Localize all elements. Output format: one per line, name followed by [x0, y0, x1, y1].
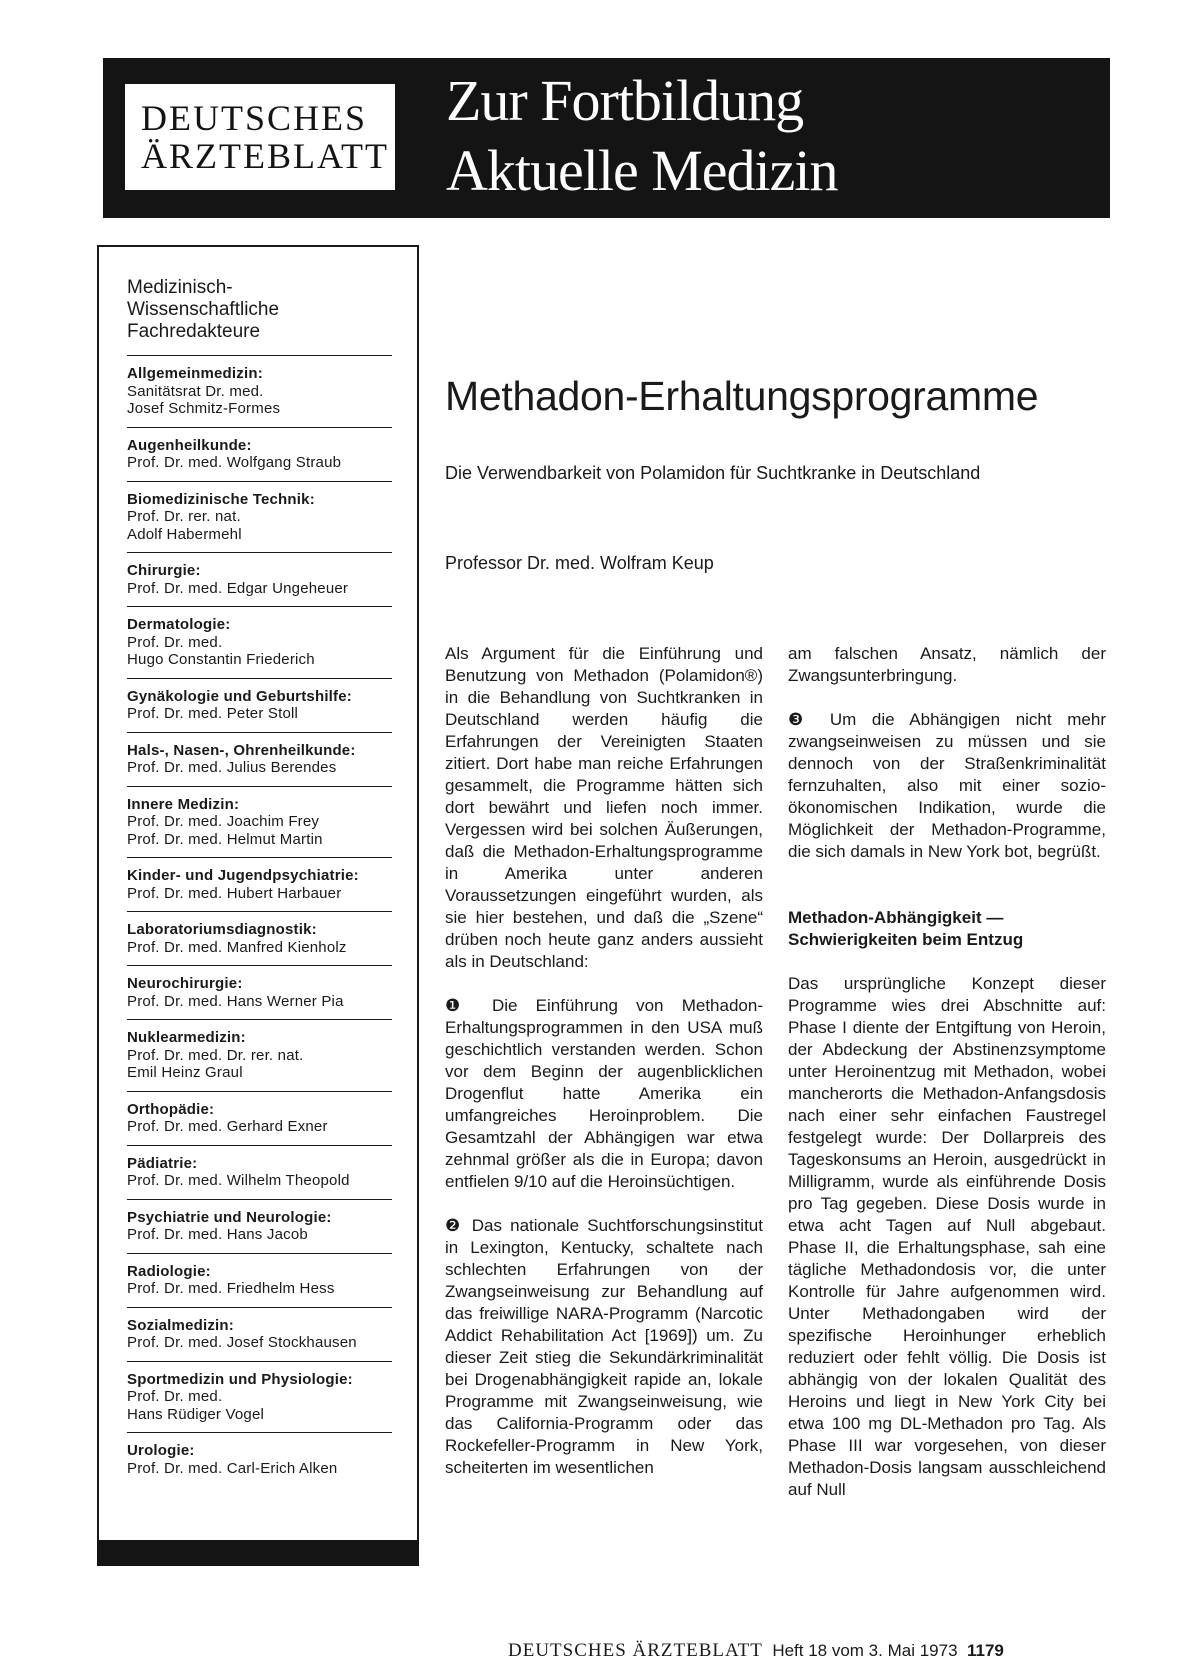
editor-specialty: Sozialmedizin:	[127, 1316, 234, 1334]
editor-entry	[127, 1199, 392, 1253]
editor-name: Prof. Dr. med.	[127, 633, 223, 651]
article-column-left	[445, 643, 763, 1479]
editor-name: Adolf Habermehl	[127, 525, 242, 543]
editors-entries	[127, 355, 392, 1486]
editors-heading	[127, 277, 392, 343]
editor-specialty: Hals-, Nasen-, Ohrenheilkunde:	[127, 741, 356, 759]
section-title	[446, 66, 838, 206]
editors-sidebar	[97, 245, 419, 1566]
editor-name: Prof. Dr. med. Edgar Ungeheuer	[127, 579, 349, 597]
editor-name: Prof. Dr. med. Hubert Harbauer	[127, 884, 342, 902]
editor-name: Emil Heinz Graul	[127, 1064, 243, 1081]
editor-entry	[127, 732, 392, 786]
editor-entry	[127, 552, 392, 606]
editor-entry	[127, 1253, 392, 1307]
number-marker: ❶	[445, 996, 474, 1015]
editor-specialty: Psychiatrie und Neurologie:	[127, 1208, 332, 1226]
editor-entry	[127, 427, 392, 481]
paragraph-text: Die Einführung von Methadon-Erhaltungsprogrammen in den USA muß geschichtlich verstanden werden. Schon vor dem Beginn der augenblicklichen Drogenflut hatte Amerika ein umfangreiches Heroinproblem. Die Gesamtzahl der Abhängigen war etwa zehnmal größer als die in Europa; davon entfielen 9/10 auf die Heroinsüchtigen.	[445, 996, 763, 1191]
editors-list	[127, 277, 392, 1486]
editor-name: Prof. Dr. med. Manfred Kienholz	[127, 938, 347, 956]
paragraph-text: Um die Abhängigen nicht mehr zwangseinweisen zu müssen und sie dennoch von der Straßenkriminalität fernzuhalten, also mit einer sozio-ökonomischen Indikation, wurde die Möglichkeit der Methadon-Programme, die sich damals in New York bot, begrüßt.	[788, 710, 1106, 861]
editor-name: Prof. Dr. med. Hans Werner Pia	[127, 992, 344, 1010]
editor-name: Prof. Dr. med. Julius Berendes	[127, 759, 337, 776]
editor-specialty: Gynäkologie und Geburtshilfe:	[127, 687, 352, 705]
editor-entry	[127, 911, 392, 965]
editor-specialty: Laboratoriumsdiagnostik:	[127, 921, 317, 938]
numbered-paragraph	[445, 1215, 763, 1479]
sidebar-bottom-bar	[97, 1540, 419, 1566]
article-author: Professor Dr. med. Wolfram Keup	[445, 553, 714, 573]
editor-specialty: Biomedizinische Technik:	[127, 490, 315, 508]
editor-name: Prof. Dr. med. Wolfgang Straub	[127, 454, 342, 471]
editor-specialty: Augenheilkunde:	[127, 436, 252, 454]
editor-specialty: Chirurgie:	[127, 562, 201, 579]
section-title-line-1: Zur Fortbildung	[446, 68, 804, 133]
page-footer	[508, 1640, 1004, 1662]
editor-name: Prof. Dr. med. Peter Stoll	[127, 705, 299, 722]
editor-entry	[127, 1145, 392, 1199]
editor-name: Prof. Dr. med. Josef Stockhausen	[127, 1334, 357, 1351]
editor-entry	[127, 1019, 392, 1091]
editor-specialty: Dermatologie:	[127, 616, 231, 633]
editor-entry	[127, 606, 392, 678]
editor-specialty: Allgemeinmedizin:	[127, 365, 263, 382]
editor-name: Prof. Dr. med.	[127, 1388, 223, 1405]
editor-specialty: Radiologie:	[127, 1262, 211, 1280]
paragraph: Als Argument für die Einführung und Benutzung von Methadon (Polamidon®) in die Behandlung von Suchtkranken in Deutschland werden häufig die Erfahrungen der Vereinigten Staaten zitiert. Dort habe man reiche Erfahrungen gesammelt, die Programme hätten sich dort bewährt und liefen noch immer. Vergessen wird bei solchen Äußerungen, daß die Methadon-Erhaltungsprogramme in Amerika unter anderen Voraussetzungen eingeführt wurden, als sie hier bestehen, und daß die „Szene“ drüben noch heute ganz anders aussieht als in Deutschland:	[445, 644, 763, 971]
journal-logo	[125, 84, 395, 190]
paragraph: am falschen Ansatz, nämlich der Zwangsunterbringung.	[788, 644, 1106, 685]
editor-specialty: Sportmedizin und Physiologie:	[127, 1370, 353, 1388]
editor-entry	[127, 1361, 392, 1433]
page-number: 1179	[966, 1641, 1004, 1660]
section-heading-line: Schwierigkeiten beim Entzug	[788, 930, 1024, 949]
editor-entry	[127, 355, 392, 427]
numbered-paragraph	[788, 709, 1106, 863]
editor-name: Prof. Dr. med. Friedhelm Hess	[127, 1280, 335, 1297]
masthead	[103, 58, 1110, 218]
editor-entry	[127, 1091, 392, 1145]
footer-issue: Heft 18 vom 3. Mai 1973	[772, 1641, 958, 1660]
editor-name: Prof. Dr. med. Gerhard Exner	[127, 1118, 328, 1135]
editor-name: Sanitätsrat Dr. med.	[127, 382, 264, 400]
section-title-line-2: Aktuelle Medizin	[446, 138, 838, 203]
editor-specialty: Nuklearmedizin:	[127, 1029, 246, 1046]
paragraph-text: Das nationale Suchtforschungsinstitut in Lexington, Kentucky, schaltete nach schlechten Erfahrungen von der Zwangseinweisung zur Behandlung auf das freiwillige NARA-Programm (Narcotic Addict Rehabilitation Act [1969]) um. Zu dieser Zeit stieg die Sekundärkriminalität bei Drogenabhängigkeit rapide an, lokale Programme mit Zwangseinweisung, wie das California-Programm oder das Rockefeller-Programm in New York, scheiterten im wesentlichen	[445, 1216, 763, 1477]
logo-line-1: DEUTSCHES	[141, 98, 368, 138]
editor-specialty: Kinder- und Jugendpsychiatrie:	[127, 867, 359, 884]
editor-specialty: Innere Medizin:	[127, 795, 240, 813]
editor-specialty: Neurochirurgie:	[127, 975, 243, 992]
editor-name: Hans Rüdiger Vogel	[127, 1405, 265, 1423]
editor-specialty: Pädiatrie:	[127, 1154, 198, 1172]
editor-entry	[127, 1432, 392, 1486]
article-subtitle: Die Verwendbarkeit von Polamidon für Suchtkranke in Deutschland	[445, 463, 981, 483]
section-heading-line: Methadon-Abhängigkeit —	[788, 908, 1004, 927]
number-marker: ❸	[788, 710, 815, 729]
editor-entry	[127, 481, 392, 553]
article-title: Methadon-Erhaltungsprogramme	[445, 373, 1039, 419]
numbered-paragraph	[445, 995, 763, 1193]
editor-name: Prof. Dr. rer. nat.	[127, 508, 241, 525]
editor-name: Prof. Dr. med. Joachim Frey	[127, 813, 320, 830]
editor-entry	[127, 786, 392, 858]
editor-name: Prof. Dr. med. Carl-Erich Alken	[127, 1459, 338, 1477]
paragraph: Das ursprüngliche Konzept dieser Programme wies drei Abschnitte auf: Phase I diente der Entgiftung von Heroin, der Abdeckung der Abstinenzsymptome unter Heroinentzug mit Methadon, wobei mancherorts die Methadon-Anfangsdosis nach einer sehr einfachen Faustregel festgelegt wurde: Der Dollarpreis des Tageskonsums an Heroin, ausgedrückt in Milligramm, wurde als einführende Dosis pro Tag gegeben. Diese Dosis wurde in etwa acht Tagen auf Null abgebaut. Phase II, die Erhaltungsphase, sah eine tägliche Methadondosis vor, die unter Kontrolle für Jahre aufgenommen wird. Unter Methadongaben wird der spezifische Heroinhunger erheblich reduziert oder fehlt völlig. Die Dosis ist abhängig von der lokalen Qualität des Heroins und liegt in New York City bei etwa 100 mg DL-Methadon pro Tag. Als Phase III war vorgesehen, von dieser Methadon-Dosis langsam ausschleichend auf Null	[788, 974, 1106, 1499]
editor-name: Josef Schmitz-Formes	[127, 400, 281, 417]
number-marker: ❷	[445, 1216, 464, 1235]
editors-heading-line: Wissenschaftliche	[127, 299, 280, 320]
editor-name: Prof. Dr. med. Dr. rer. nat.	[127, 1046, 304, 1064]
editors-heading-line: Fachredakteure	[127, 321, 261, 342]
section-heading	[788, 907, 1106, 951]
editor-entry	[127, 1307, 392, 1361]
editor-name: Prof. Dr. med. Wilhelm Theopold	[127, 1172, 350, 1189]
logo-line-2: ÄRZTEBLATT	[141, 136, 389, 176]
editor-entry	[127, 965, 392, 1019]
footer-journal-name: DEUTSCHES ÄRZTEBLATT	[508, 1640, 763, 1661]
article-column-right	[788, 643, 1106, 1501]
editor-name: Prof. Dr. med. Helmut Martin	[127, 830, 323, 848]
editor-entry	[127, 857, 392, 911]
editor-entry	[127, 678, 392, 732]
editors-heading-line: Medizinisch-	[127, 277, 233, 298]
editor-name: Hugo Constantin Friederich	[127, 651, 315, 668]
editor-name: Prof. Dr. med. Hans Jacob	[127, 1226, 308, 1243]
editor-specialty: Orthopädie:	[127, 1100, 215, 1118]
editor-specialty: Urologie:	[127, 1442, 195, 1459]
